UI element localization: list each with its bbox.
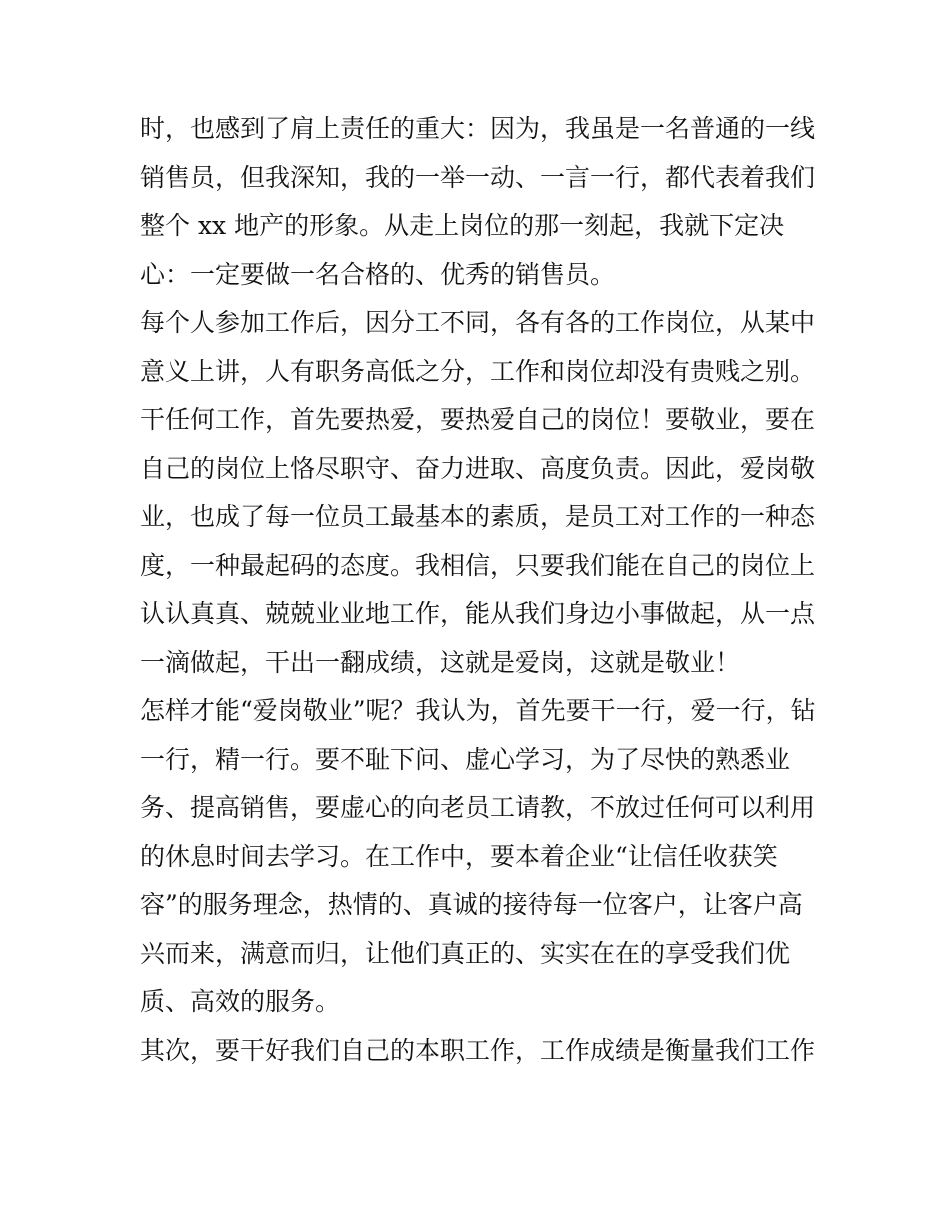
- text-line-5: 每个人参加工作后，因分工不同，各有各的工作岗位，从某中: [140, 308, 816, 337]
- text-line-11: 认认真真、兢兢业业地工作，能从我们身边小事做起，从一点: [140, 599, 816, 628]
- text-line-1: 时，也感到了肩上责任的重大：因为，我虽是一名普通的一线: [140, 114, 816, 143]
- text-line-3: 整个 xx 地产的形象。从走上岗位的那一刻起，我就下定决: [140, 211, 785, 240]
- text-line-15: 务、提高销售，要虚心的向老员工请教，不放过任何可以利用: [140, 793, 816, 822]
- text-line-7: 干任何工作，首先要热爱，要热爱自己的岗位！要敬业，要在: [140, 405, 816, 434]
- text-line-10: 度，一种最起码的态度。我相信，只要我们能在自己的岗位上: [140, 550, 816, 580]
- text-line-12: 一滴做起，干出一翻成绩，这就是爱岗，这就是敬业！: [140, 647, 741, 677]
- text-line-13: 怎样才能“爱岗敬业”呢？我认为，首先要干一行，爱一行，钻: [140, 696, 816, 725]
- text-line-9: 业，也成了每一位员工最基本的素质，是员工对工作的一种态: [140, 502, 816, 531]
- text-line-6: 意义上讲，人有职务高低之分，工作和岗位却没有贵贱之别。: [140, 356, 816, 386]
- text-line-4: 心：一定要做一名合格的、优秀的销售员。: [140, 259, 616, 289]
- text-line-8: 自己的岗位上恪尽职守、奋力进取、高度负责。因此，爱岗敬: [140, 453, 816, 483]
- text-line-17: 容”的服务理念，热情的、真诚的接待每一位客户，让客户高: [140, 890, 803, 919]
- text-line-14: 一行，精一行。要不耻下问、虚心学习，为了尽快的熟悉业: [140, 744, 791, 774]
- text-line-20: 其次，要干好我们自己的本职工作，工作成绩是衡量我们工作: [140, 1035, 816, 1065]
- text-line-16: 的休息时间去学习。在工作中，要本着企业“让信任收获笑: [140, 841, 778, 871]
- text-line-2: 销售员，但我深知，我的一举一动、一言一行，都代表着我们: [140, 162, 816, 192]
- body-text: [140, 105, 820, 1075]
- text-line-19: 质、高效的服务。: [140, 987, 341, 1016]
- text-line-18: 兴而来，满意而归，让他们真正的、实实在在的享受我们优: [140, 938, 791, 968]
